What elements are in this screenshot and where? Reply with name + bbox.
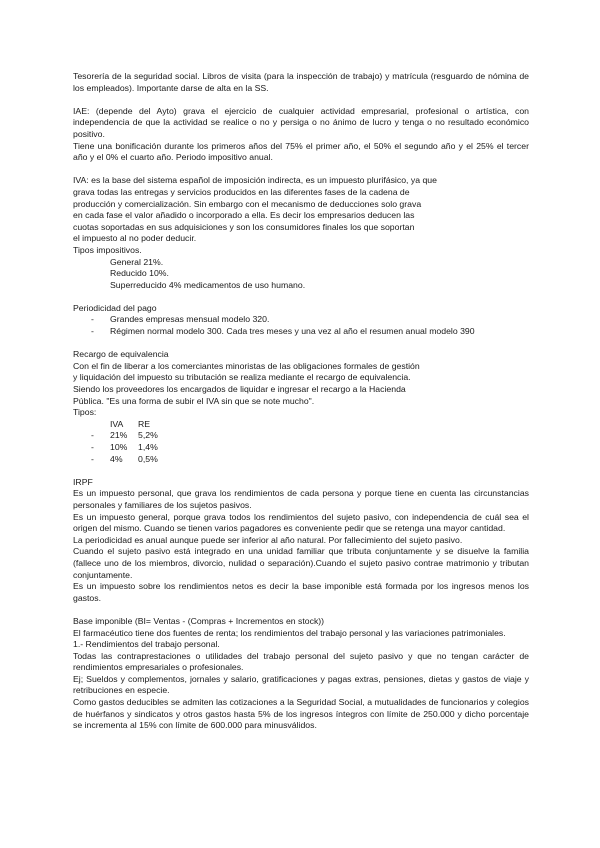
iva-line: el impuesto al no poder deducir.	[73, 233, 197, 244]
iva-line: grava todas las entregas y servicios producidos en las diferentes fases de la cadena de	[73, 186, 410, 197]
base-imponible-section	[73, 616, 529, 732]
recargo-line: Con el fin de liberar a los comerciantes minoristas de las obligaciones formales de gestión	[73, 360, 420, 371]
base-paragraph: Como gastos deducibles se admiten las cotizaciones a la Seguridad Social, a mutualidades de funcionarios y colegios de huérfanos y sindicatos y otros gastos hasta 5% de los ingresos íntegros con límite de 250.000 y dicho porcentaje se incrementa al 15% con límite de 600.000 para minusválidos.	[73, 697, 529, 731]
periodicidad-item: Grandes empresas mensual modelo 320.	[110, 314, 270, 325]
tesoreria-paragraph: Tesorería de la seguridad social. Libros de visita (para la inspección de trabajo) y matrícula (resguardo de nómina de los empleados). Importante darse de alta en la SS.	[73, 71, 529, 93]
document-body	[73, 71, 529, 732]
iae-paragraph: IAE: (depende del Ayto) grava el ejercicio de cualquier actividad empresarial, profesional o artística, con independencia de que la actividad se realice o no y persiga o no ánimo de lucro y tenga o no resultado económico positivo.	[73, 105, 529, 139]
recargo-section	[73, 349, 529, 465]
iva-line: cuotas soportadas en sus adquisiciones y son los consumidores finales los que soportan	[73, 221, 415, 232]
recargo-line: Siendo los proveedores los encargados de liquidar e ingresar el recargo a la Hacienda	[73, 384, 406, 395]
recargo-line: y liquidación del impuesto su tributación se realiza mediante el recargo de equivalencia.	[73, 372, 411, 383]
periodicidad-section	[73, 303, 529, 338]
irpf-paragraph: Es un impuesto general, porque grava todos los rendimientos del sujeto pasivo, con independencia de cuál sea el origen del mismo. Cuando se tienen varios pagadores es conveniente pedir que se retenga una mayor cantidad.	[73, 511, 529, 534]
base-paragraph: El farmacéutico tiene dos fuentes de renta; los rendimientos del trabajo personal y las variaciones patrimoniales.	[73, 627, 506, 638]
col-re-header: RE	[138, 418, 151, 429]
base-paragraph: Ej; Sueldos y complementos, jornales y salario, gratificaciones y pagas extras, pensiones, dietas y gastos de viaje y retribuciones en especie.	[73, 673, 529, 696]
recargo-table-header	[73, 419, 529, 431]
irpf-paragraph: Cuando el sujeto pasivo está integrado en una unidad familiar que tributa conjuntamente y se disuelve la familia (fallece uno de los miembros, divorcio, nulidad o separación).Cuando el sujeto pasivo contrae matrimonio y tributan conjuntamente.	[73, 546, 529, 580]
iva-tipo-superreducido: Superreducido 4% medicamentos de uso humano.	[110, 279, 306, 290]
table-row: - 21% 5,2%	[91, 430, 158, 441]
list-item: - Grandes empresas mensual modelo 320.	[91, 314, 270, 325]
irpf-section	[73, 477, 529, 605]
iva-line: IVA: es la base del sistema español de imposición indirecta, es un impuesto plurifásico, ya que	[73, 175, 437, 186]
irpf-paragraph: La periodicidad es anual aunque puede ser inferior al año natural. Por fallecimiento del sujeto pasivo.	[73, 534, 463, 545]
recargo-title: Recargo de equivalencia	[73, 349, 169, 360]
base-paragraph: Todas las contraprestaciones o utilidades del trabajo personal del sujeto pasivo y que no tengan carácter de rendimientos empresariales o profesionales.	[73, 650, 529, 673]
iva-section	[73, 175, 529, 291]
iva-tipo-reducido: Reducido 10%.	[110, 268, 169, 279]
recargo-tipos-title: Tipos:	[73, 407, 97, 418]
periodicidad-item: Régimen normal modelo 300. Cada tres meses y una vez al año el resumen anual modelo 390	[110, 326, 475, 337]
iva-tipo-general: General 21%.	[110, 256, 164, 267]
iva-line: producción y comercialización. Sin embargo con el mecanismo de deducciones solo grava	[73, 198, 422, 209]
iae-bonificacion-paragraph: Tiene una bonificación durante los primeros años del 75% el primer año, el 50% el segundo año y el 25% el tercer año y el 0% el cuarto año. Periodo impositivo anual.	[73, 140, 529, 163]
recargo-line: Pública. "Es una forma de subir el IVA sin que se note mucho".	[73, 395, 315, 406]
table-row: - 4% 0,5%	[91, 453, 158, 464]
iva-tipos-title: Tipos impositivos.	[73, 244, 142, 255]
irpf-paragraph: Es un impuesto sobre los rendimientos netos es decir la base imponible está formada por los ingresos menos los gastos.	[73, 581, 529, 603]
irpf-title: IRPF	[73, 476, 93, 487]
table-row: - 10% 1,4%	[91, 442, 158, 452]
irpf-paragraph: Es un impuesto personal, que grava los rendimientos de cada persona y porque tiene en cuenta las circunstancias personales y familiares de los sujetos pasivos.	[73, 488, 529, 510]
base-subtitle: 1.- Rendimientos del trabajo personal.	[73, 639, 220, 650]
col-iva-header: IVA	[110, 418, 124, 429]
iva-line: en cada fase el valor añadido o incorporado a ella. Es decir los empresarios deducen las	[73, 210, 415, 221]
periodicidad-title: Periodicidad del pago	[73, 302, 157, 313]
list-item: - Régimen normal modelo 300. Cada tres meses y una vez al año el resumen anual modelo 390	[91, 326, 475, 337]
base-title: Base imponible (BI= Ventas - (Compras + Incrementos en stock))	[73, 615, 325, 626]
